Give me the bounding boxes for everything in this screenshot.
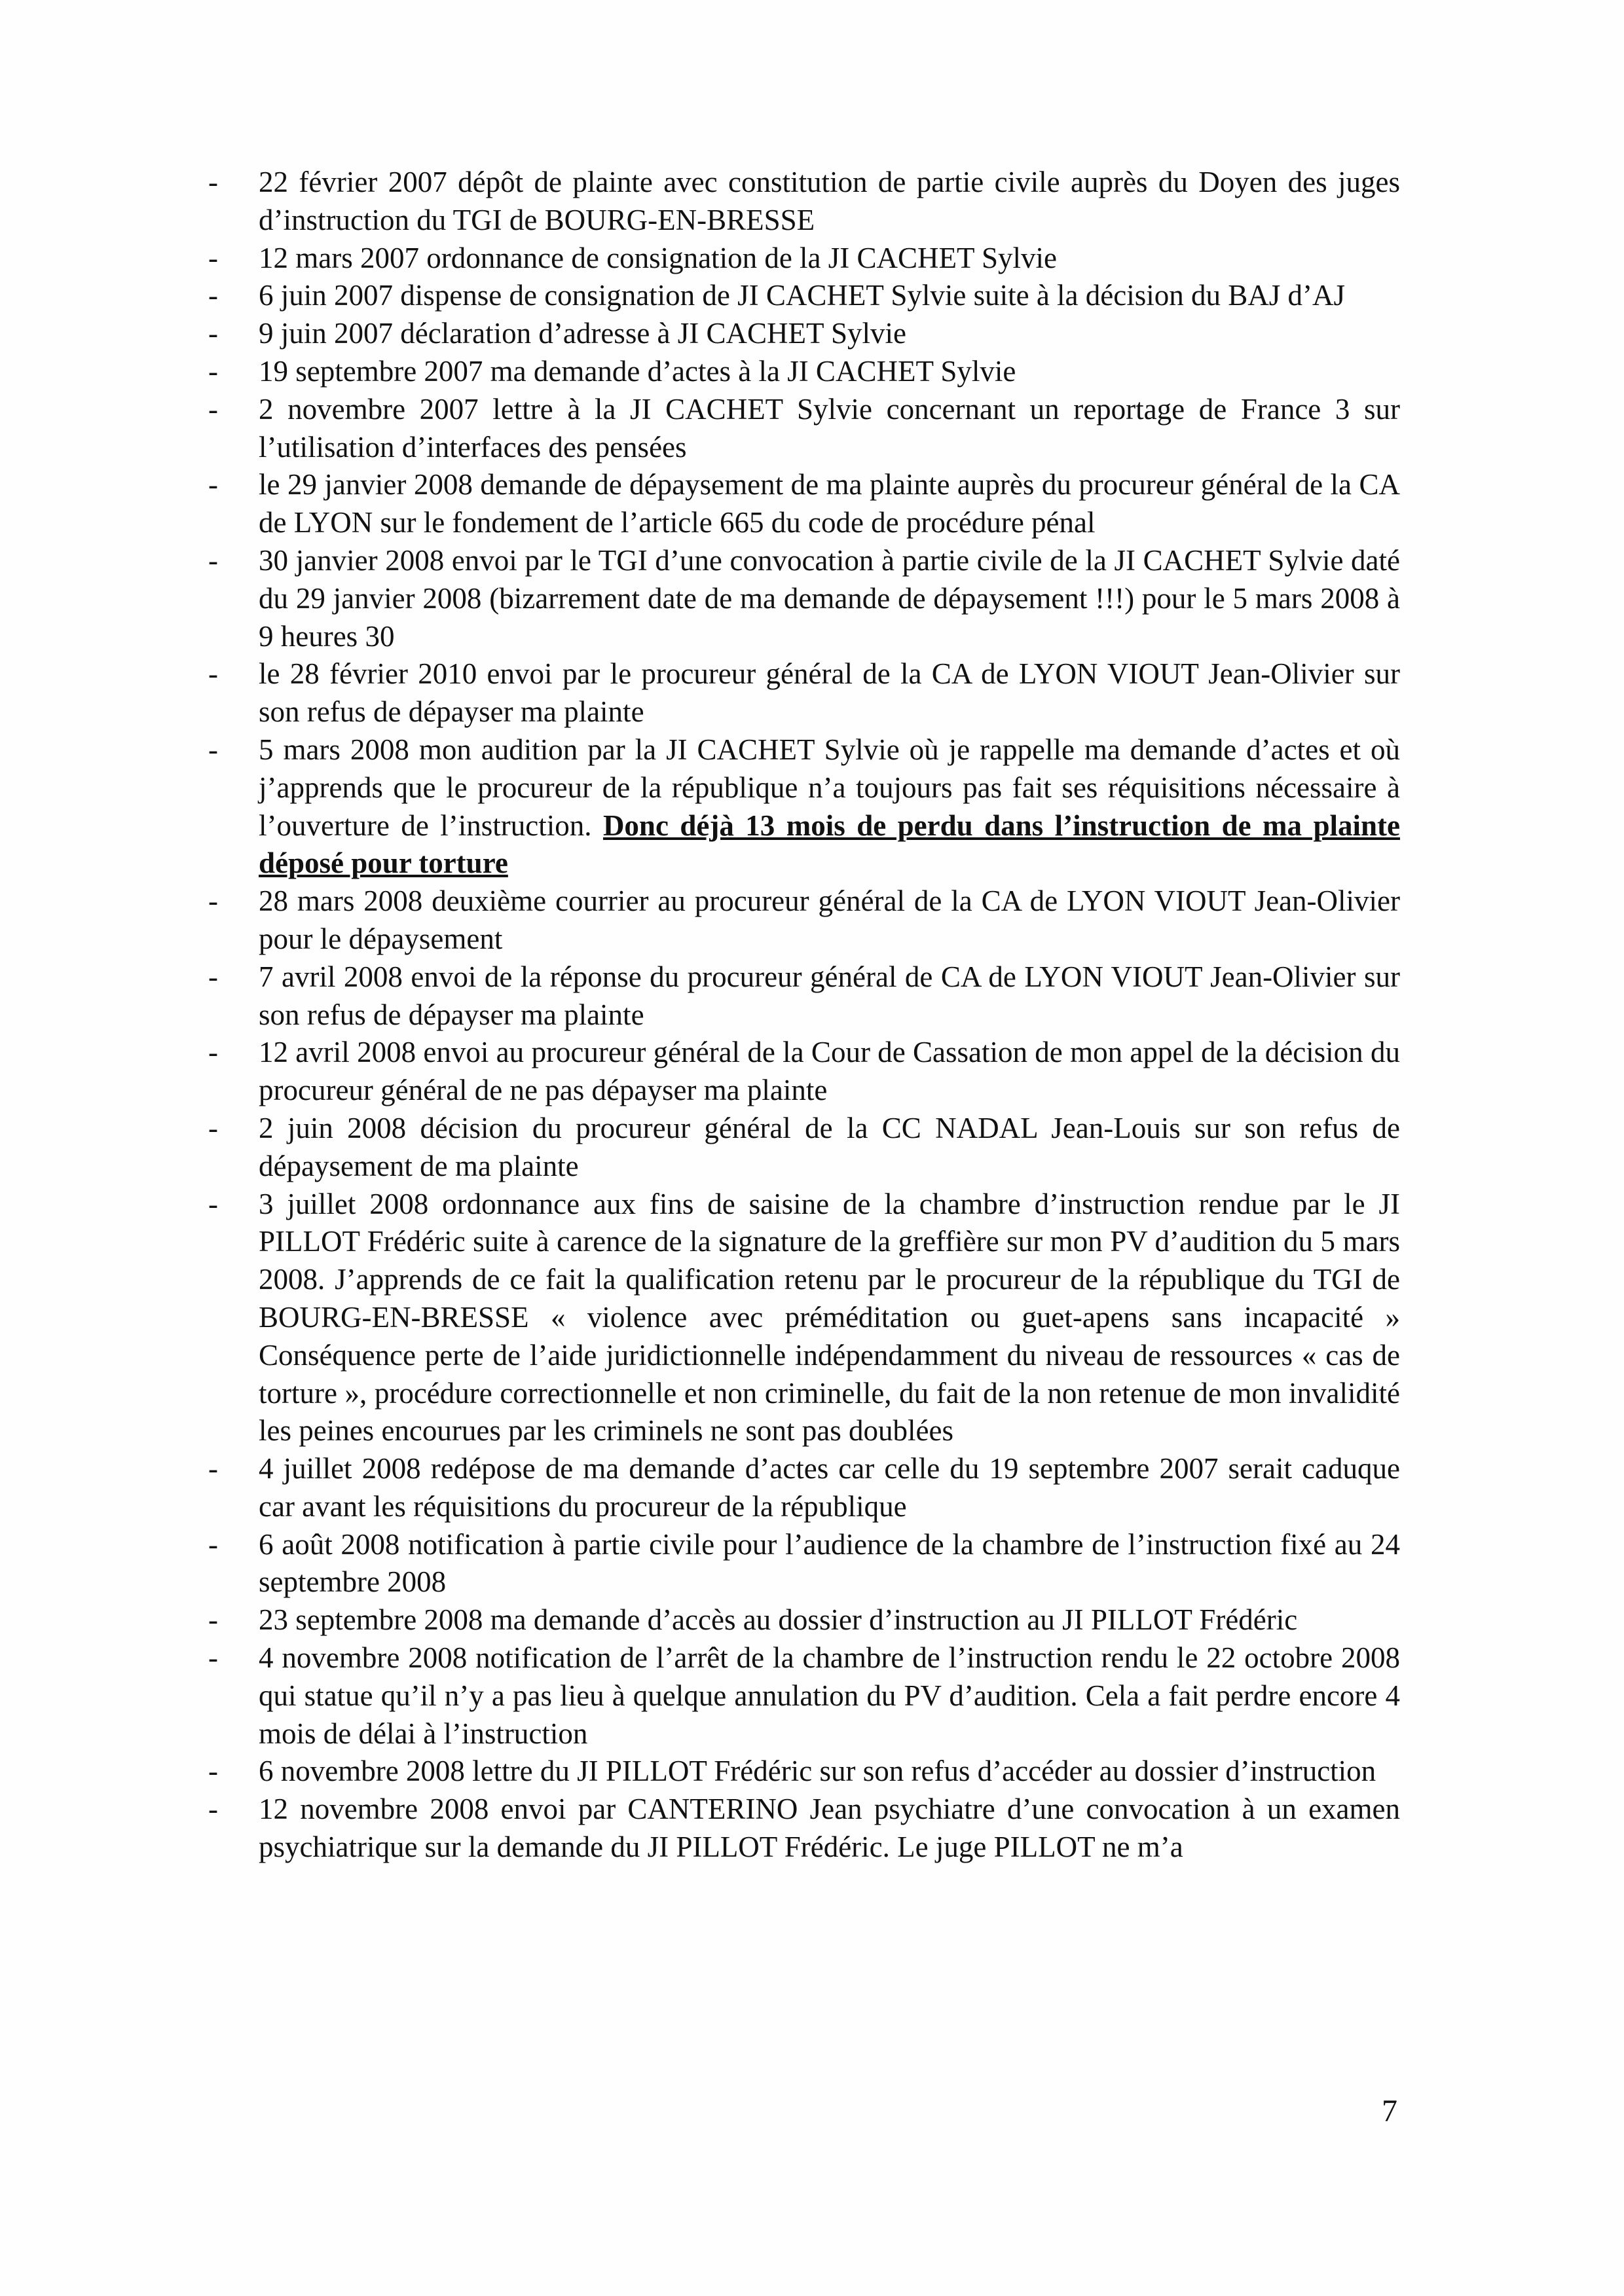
bullet-dash: -	[208, 1036, 218, 1069]
chronology-entry	[208, 164, 1400, 240]
entry-body: 6 août 2008 notification à partie civile pour l’audience de la chambre de l’instruction fixé au 24 septembre 2008	[259, 1527, 1400, 1599]
chronology-entry	[208, 1791, 1400, 1867]
chronology-entry	[208, 958, 1400, 1034]
entry-body: 6 novembre 2008 lettre du JI PILLOT Frédéric sur son refus d’accéder au dossier d’instruction	[259, 1755, 1376, 1788]
entry-body: 7 avril 2008 envoi de la réponse du procureur général de CA de LYON VIOUT Jean-Olivier sur son refus de dépayser ma plainte	[259, 960, 1400, 1031]
entry-body: 5 mars 2008 mon audition par la JI CACHET Sylvie où je rappelle ma demande d’actes et où j’apprends que le procureur de la république n’a toujours pas fait ses réquisitions nécessaire à l’ouverture de l’instruction.	[259, 733, 1400, 842]
bullet-dash: -	[208, 884, 218, 918]
entry-text	[259, 883, 1400, 958]
entry-body: 30 janvier 2008 envoi par le TGI d’une convocation à partie civile de la JI CACHET Sylvie daté du 29 janvier 2008 (bizarrement date de ma demande de dépaysement !!!) pour le 5 mars 2008 à 9 heures 30	[259, 543, 1400, 653]
entry-text	[259, 1526, 1400, 1602]
chronology-entry	[208, 240, 1400, 278]
bullet-dash: -	[208, 1187, 218, 1220]
chronology-entry	[208, 1450, 1400, 1526]
chronology-entry	[208, 655, 1400, 731]
bullet-dash: -	[208, 733, 218, 766]
entry-text	[259, 1791, 1400, 1867]
entry-body: 6 juin 2007 dispense de consignation de JI CACHET Sylvie suite à la décision du BAJ d’AJ	[259, 279, 1346, 312]
bullet-dash: -	[208, 1755, 218, 1788]
entry-text	[259, 315, 1400, 353]
entry-body: 19 septembre 2007 ma demande d’actes à la JI CACHET Sylvie	[259, 354, 1016, 388]
entry-text	[259, 1110, 1400, 1186]
entry-body: 12 novembre 2008 envoi par CANTERINO Jean psychiatre d’une convocation à un examen psychiatrique sur la demande du JI PILLOT Frédéric. Le juge PILLOT ne m’a	[259, 1793, 1400, 1864]
chronology-entry	[208, 353, 1400, 391]
bullet-dash: -	[208, 354, 218, 388]
entry-text	[259, 1601, 1400, 1639]
bullet-dash: -	[208, 1527, 218, 1561]
chronology-entry	[208, 1186, 1400, 1451]
entry-body: 4 novembre 2008 notification de l’arrêt de la chambre de l’instruction rendu le 22 octobre 2008 qui statue qu’il n’y a pas lieu à quelque annulation du PV d’audition. Cela a fait perdre encore 4 mois de délai à l’instruction	[259, 1641, 1400, 1750]
bullet-dash: -	[208, 1452, 218, 1485]
chronology-entry	[208, 542, 1400, 655]
entry-text	[259, 353, 1400, 391]
chronology-entry	[208, 315, 1400, 353]
chronology-entry	[208, 1110, 1400, 1186]
chronology-entry	[208, 731, 1400, 883]
entry-body: 2 juin 2008 décision du procureur général de la CC NADAL Jean-Louis sur son refus de dépaysement de ma plainte	[259, 1111, 1400, 1182]
entry-text	[259, 1639, 1400, 1753]
chronology-entry	[208, 1526, 1400, 1602]
bullet-dash: -	[208, 543, 218, 577]
entry-body: le 28 février 2010 envoi par le procureur général de la CA de LYON VIOUT Jean-Olivier sur son refus de dépayser ma plainte	[259, 657, 1400, 729]
chronology-entry	[208, 1753, 1400, 1791]
bullet-dash: -	[208, 1793, 218, 1826]
bullet-dash: -	[208, 960, 218, 993]
entry-text	[259, 1450, 1400, 1526]
bullet-dash: -	[208, 166, 218, 198]
bullet-dash: -	[208, 317, 218, 350]
entry-text	[259, 240, 1400, 278]
chronology-entry	[208, 1601, 1400, 1639]
entry-body: 3 juillet 2008 ordonnance aux fins de saisine de la chambre d’instruction rendue par le JI PILLOT Frédéric suite à carence de la signature de la greffière sur mon PV d’audition du 5 mars 2008. J’apprends de ce fait la qualification retenu par le procureur de la république du TGI de BOURG-EN-BRESSE « violence avec préméditation ou guet-apens sans incapacité » Conséquence perte de l’aide juridictionnelle indépendamment du niveau de ressources « cas de torture », procédure correctionnelle et non criminelle, du fait de la non retenue de mon invalidité les peines encourues par les criminels ne sont pas doublées	[259, 1187, 1400, 1448]
chronology-entry	[208, 277, 1400, 315]
chronology-entry	[208, 1034, 1400, 1110]
chronology-entry	[208, 883, 1400, 958]
entry-emphasis: Donc déjà 13 mois de perdu dans l’instruction de ma plainte déposé pour torture	[259, 809, 1400, 880]
entry-body: 2 novembre 2007 lettre à la JI CACHET Sylvie concernant un reportage de France 3 sur l’utilisation d’interfaces des pensées	[259, 392, 1400, 464]
entry-text	[259, 277, 1400, 315]
entry-text	[259, 542, 1400, 655]
entry-body: 22 février 2007 dépôt de plainte avec constitution de partie civile auprès du Doyen des juges d’instruction du TGI de BOURG-EN-BRESSE	[259, 166, 1400, 236]
entry-body: 4 juillet 2008 redépose de ma demande d’actes car celle du 19 septembre 2007 serait caduque car avant les réquisitions du procureur de la république	[259, 1452, 1400, 1523]
chronology-entry	[208, 466, 1400, 542]
entry-text	[259, 958, 1400, 1034]
entry-body: 12 mars 2007 ordonnance de consignation de la JI CACHET Sylvie	[259, 241, 1057, 274]
entry-text	[259, 1186, 1400, 1451]
entry-text	[259, 466, 1400, 542]
entry-text	[259, 391, 1400, 467]
bullet-dash: -	[208, 392, 218, 426]
entry-body: 28 mars 2008 deuxième courrier au procureur général de la CA de LYON VIOUT Jean-Olivier pour le dépaysement	[259, 884, 1400, 955]
bullet-dash: -	[208, 1641, 218, 1675]
chronology-entry	[208, 1639, 1400, 1753]
entry-body: le 29 janvier 2008 demande de dépaysement de ma plainte auprès du procureur général de la CA de LYON sur le fondement de l’article 665 du code de procédure pénal	[259, 468, 1400, 539]
entry-text	[259, 1034, 1400, 1110]
entry-text	[259, 1753, 1400, 1791]
entry-body: 12 avril 2008 envoi au procureur général de la Cour de Cassation de mon appel de la décision du procureur général de ne pas dépayser ma plainte	[259, 1036, 1400, 1107]
entry-body: 23 septembre 2008 ma demande d’accès au dossier d’instruction au JI PILLOT Frédéric	[259, 1603, 1298, 1637]
bullet-dash: -	[208, 657, 218, 691]
bullet-dash: -	[208, 241, 218, 274]
entry-text	[259, 655, 1400, 731]
page-number: 7	[1382, 2094, 1397, 2128]
bullet-dash: -	[208, 1111, 218, 1144]
entry-body: 9 juin 2007 déclaration d’adresse à JI CACHET Sylvie	[259, 317, 906, 350]
bullet-dash: -	[208, 468, 218, 501]
chronology-entry	[208, 391, 1400, 467]
entry-text	[259, 164, 1400, 240]
chronology-list	[208, 164, 1400, 1867]
entry-text	[259, 731, 1400, 883]
bullet-dash: -	[208, 279, 218, 312]
bullet-dash: -	[208, 1603, 218, 1637]
